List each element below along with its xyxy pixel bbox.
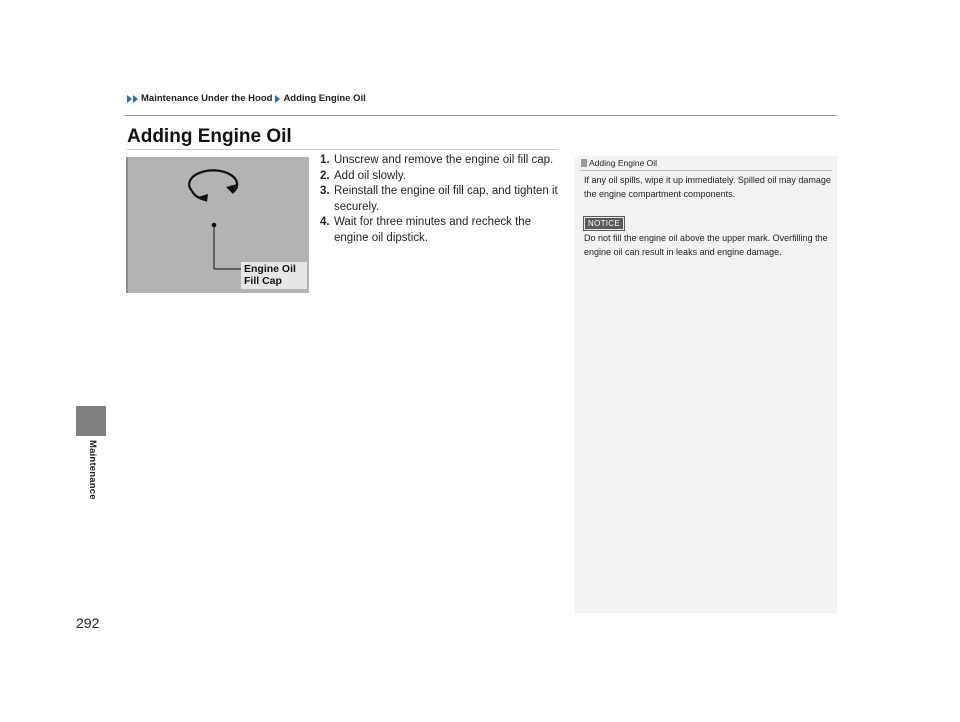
section-tab-marker	[76, 406, 106, 436]
callout-line: Fill Cap	[244, 275, 282, 287]
sidebar-heading-text: Adding Engine Oil	[589, 158, 658, 168]
page-number: 292	[76, 615, 100, 631]
sidebar-paragraph: If any oil spills, wipe it up immediately. Spilled oil may damage the engine compartment components.	[584, 175, 831, 199]
step-text: Reinstall the engine oil fill cap, and tighten it securely.	[334, 185, 558, 213]
breadcrumb-arrow-icon	[127, 95, 132, 103]
step-item	[320, 153, 565, 169]
step-text: Add oil slowly.	[334, 169, 407, 182]
step-item	[320, 215, 565, 246]
step-number: 4.	[320, 216, 330, 228]
header-divider	[124, 115, 837, 116]
title-divider	[127, 149, 557, 150]
breadcrumb-item[interactable]: Adding Engine Oil	[283, 93, 366, 104]
breadcrumb-arrow-icon	[133, 95, 138, 103]
reference-marker-icon	[581, 159, 587, 167]
step-item	[320, 169, 565, 185]
step-item	[320, 184, 565, 215]
breadcrumb	[127, 93, 366, 104]
step-text: Unscrew and remove the engine oil fill cap.	[334, 154, 554, 166]
step-number: 1.	[320, 154, 330, 166]
callout-line: Engine Oil	[244, 263, 296, 275]
breadcrumb-arrow-icon	[275, 95, 280, 103]
sidebar-heading	[581, 158, 657, 168]
instruction-steps	[320, 153, 565, 246]
figure-callout-label	[241, 262, 307, 289]
engine-oil-cap-illustration	[126, 157, 309, 293]
step-number: 2.	[320, 169, 330, 182]
section-tab-label: Maintenance	[87, 440, 98, 500]
notes-sidebar	[575, 156, 837, 613]
page-title: Adding Engine Oil	[127, 126, 292, 147]
breadcrumb-item[interactable]: Maintenance Under the Hood	[141, 93, 273, 104]
sidebar-divider	[580, 170, 832, 171]
step-text: Wait for three minutes and recheck the engine oil dipstick.	[334, 216, 532, 244]
step-number: 3.	[320, 185, 330, 197]
sidebar-paragraph: Do not fill the engine oil above the upper mark. Overfilling the engine oil can result in leaks and engine damage.	[584, 233, 828, 257]
notice-badge: NOTICE	[584, 217, 624, 230]
